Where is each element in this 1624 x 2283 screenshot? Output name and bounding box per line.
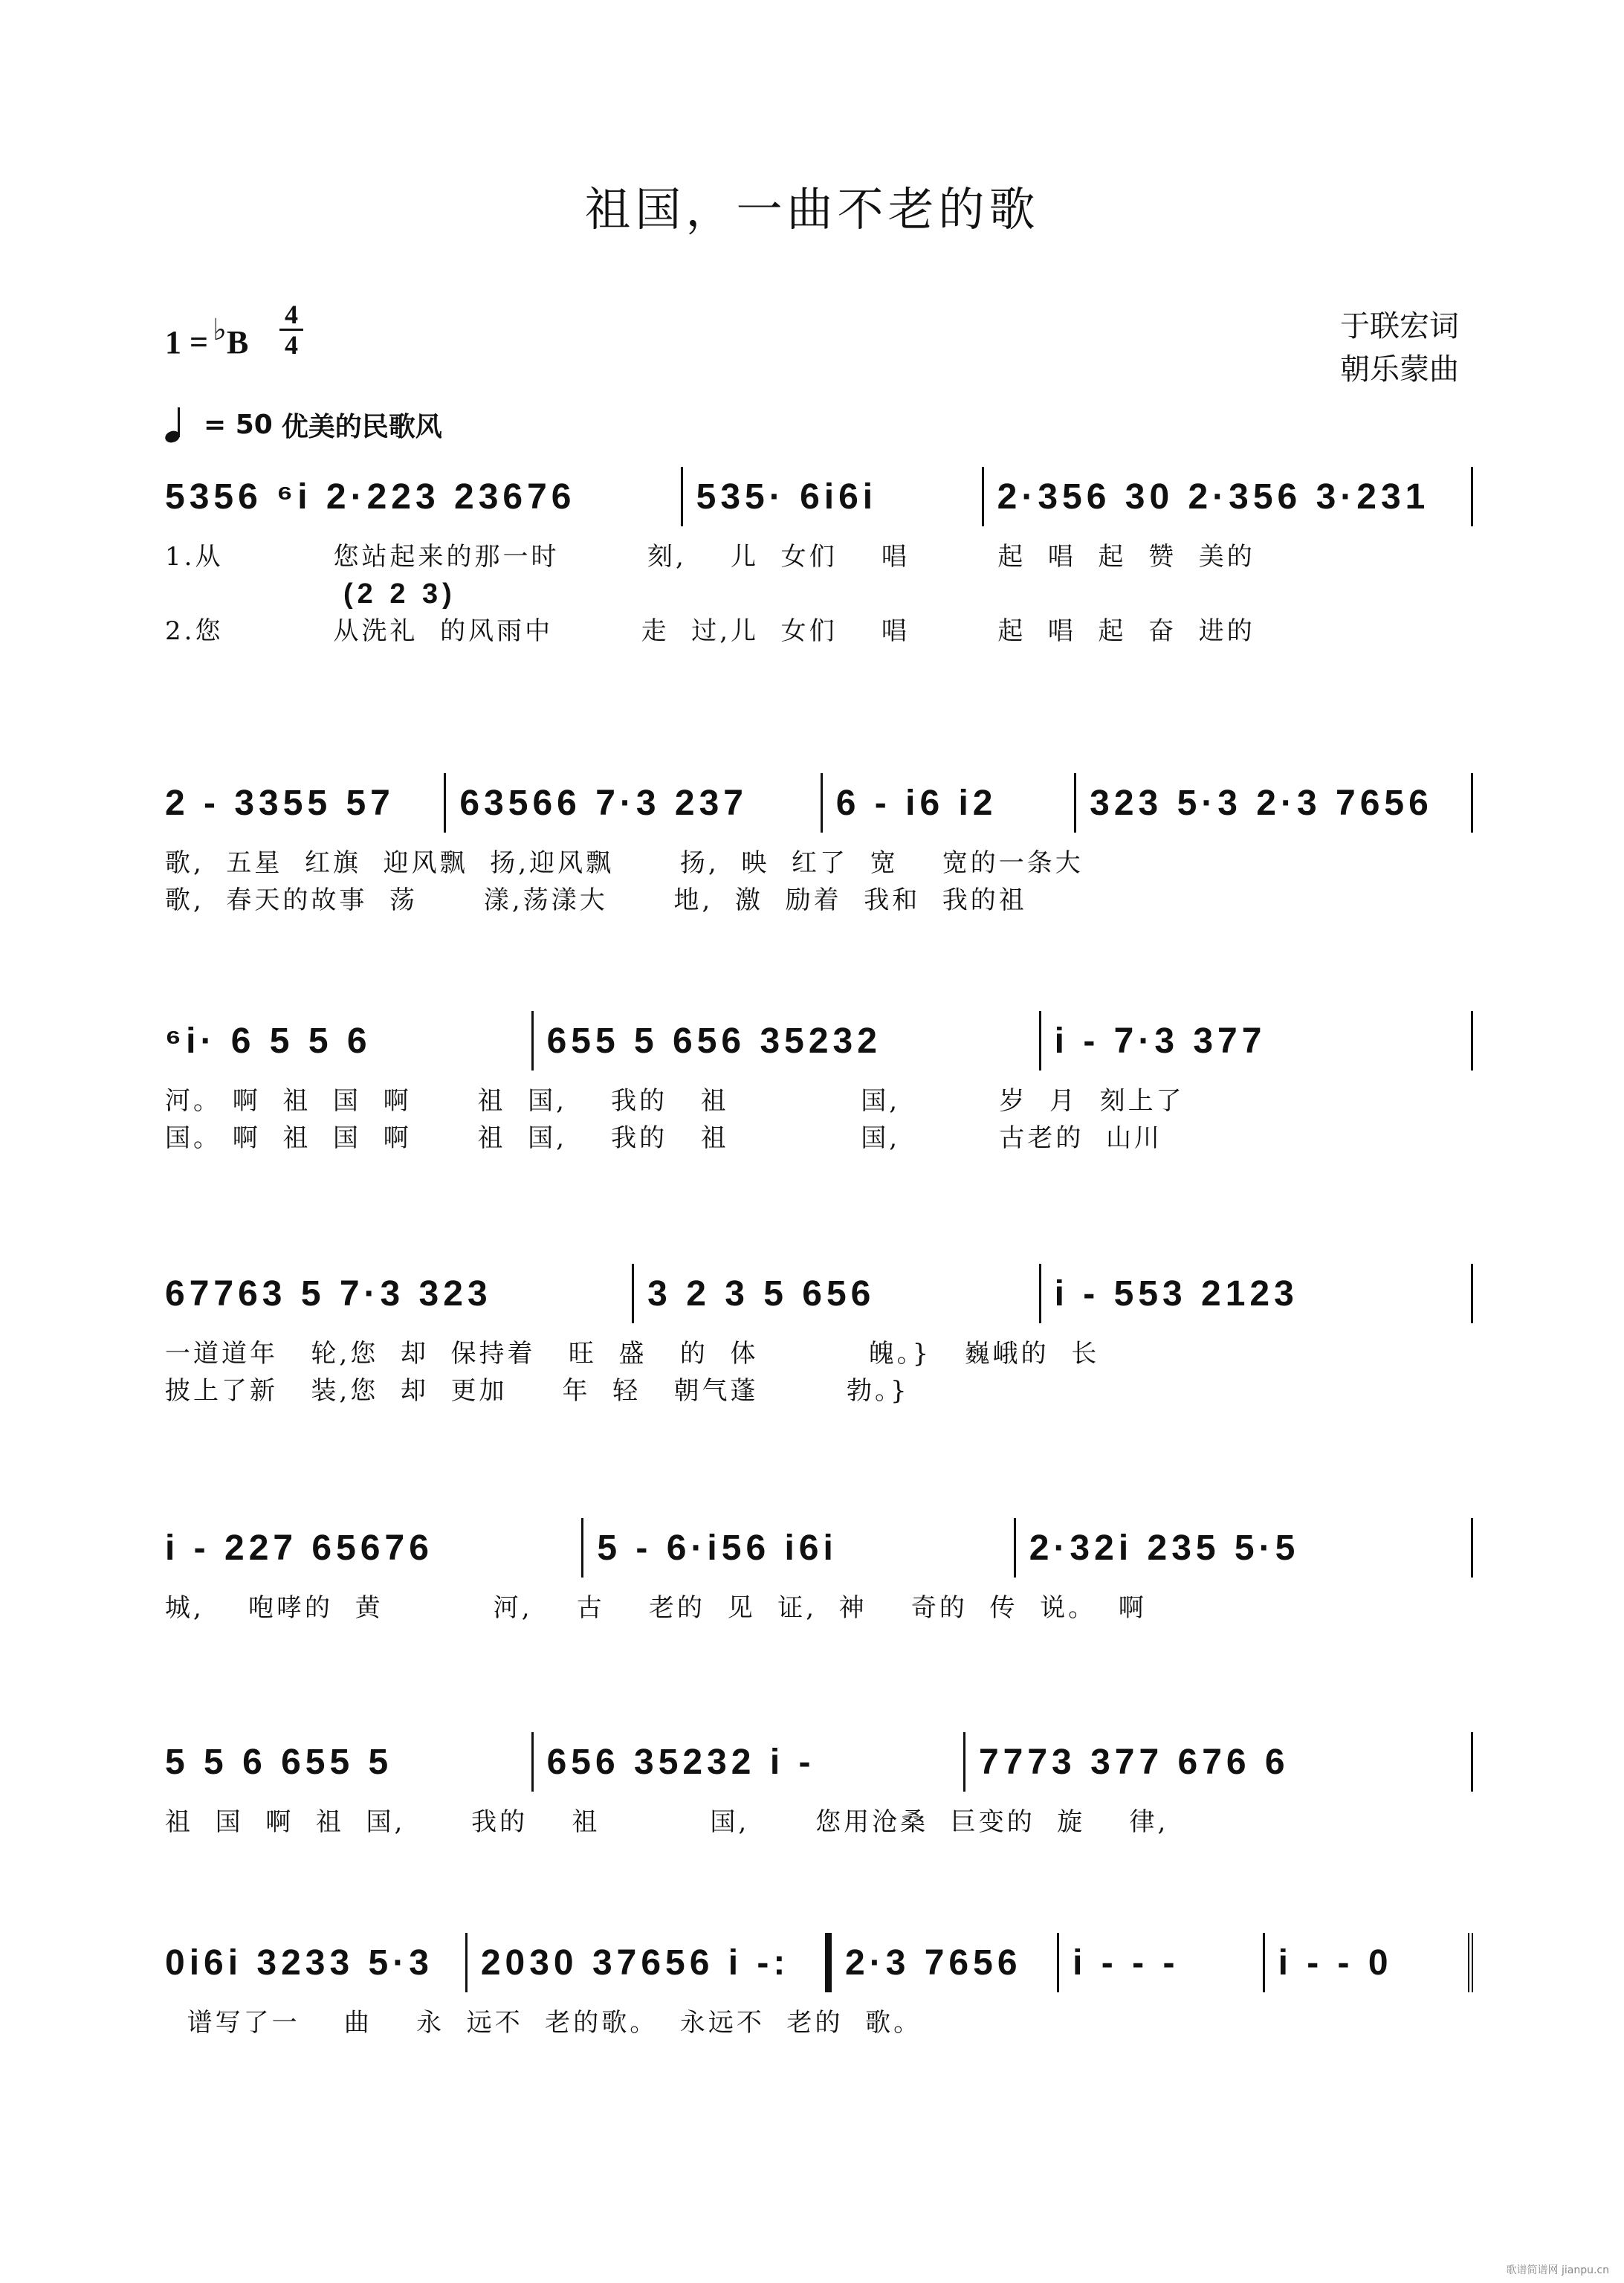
measure: 5 5 6 655 5 bbox=[165, 1732, 534, 1792]
key-note: B bbox=[226, 324, 249, 361]
notes-row bbox=[165, 467, 1473, 526]
lyric-line-1: 河。 啊 祖 国 啊 祖 国, 我的 祖 国, 岁 月 刻上了 bbox=[165, 1086, 1185, 1116]
notes-row bbox=[165, 773, 1473, 833]
time-signature bbox=[278, 300, 305, 359]
notes-row bbox=[165, 1011, 1473, 1071]
music-system-4 bbox=[165, 1264, 1473, 1409]
flat-icon: ♭ bbox=[213, 313, 227, 346]
measure: i - - - bbox=[1059, 1933, 1264, 1992]
key-prefix: 1 = bbox=[165, 324, 209, 361]
measure: 63566 7·3 237 bbox=[446, 773, 822, 833]
lyric-line-1: 祖 国 啊 祖 国, 我的 祖 国, 您用沧桑 巨变的 旋 律, bbox=[165, 1807, 1169, 1837]
lyric-line-2: 歌, 春天的故事 荡 漾,荡漾大 地, 激 励着 我和 我的祖 bbox=[165, 885, 1027, 915]
measure: 6 - i6 i2 bbox=[823, 773, 1076, 833]
lyric-line-2: 国。 啊 祖 国 啊 祖 国, 我的 祖 国, 古老的 山川 bbox=[165, 1123, 1162, 1153]
lyric-line-2: 披上了新 装,您 却 更加 年 轻 朝气蓬 勃。} bbox=[165, 1376, 910, 1406]
key-signature bbox=[165, 312, 248, 361]
watermark: 歌谱简谱网 jianpu.cn bbox=[1506, 2264, 1609, 2276]
measure: 3 2 3 5 656 bbox=[634, 1264, 1041, 1323]
tempo-marking bbox=[165, 406, 442, 444]
alt-notes: (2 2 3) bbox=[343, 578, 456, 610]
measure: 2·32i 235 5·5 bbox=[1016, 1518, 1473, 1578]
tempo-style: 优美的民歌风 bbox=[281, 412, 442, 442]
time-signature-bottom: 4 bbox=[285, 330, 298, 360]
measure: i - 7·3 377 bbox=[1041, 1011, 1473, 1071]
measure: 7773 377 676 6 bbox=[965, 1732, 1473, 1792]
measure: 2·3 7656 bbox=[832, 1933, 1059, 1992]
measure: 5 - 6·i56 i6i bbox=[583, 1518, 1015, 1578]
music-system-1 bbox=[165, 467, 1473, 650]
music-system-5 bbox=[165, 1518, 1473, 1627]
notes-row bbox=[165, 1732, 1473, 1792]
measure: 655 5 656 35232 bbox=[534, 1011, 1041, 1071]
measure-final: i - - 0 bbox=[1265, 1933, 1473, 1992]
time-signature-top: 4 bbox=[285, 300, 298, 329]
music-system-2 bbox=[165, 773, 1473, 919]
measure-repeat-end: 2030 37656 i -: bbox=[468, 1933, 832, 1992]
measure: ⁶i· 6 5 5 6 bbox=[165, 1011, 534, 1071]
measure: 323 5·3 2·3 7656 bbox=[1076, 773, 1473, 833]
measure: 535· 6i6i bbox=[683, 467, 984, 526]
notes-row bbox=[165, 1264, 1473, 1323]
measure: 67763 5 7·3 323 bbox=[165, 1264, 634, 1323]
page-title: 祖国，一曲不老的歌 bbox=[584, 182, 1040, 236]
composer: 朝乐蒙曲 bbox=[1340, 352, 1459, 387]
lyric-line-1: 1.从 您站起来的那一时 刻, 儿 女们 唱 起 唱 起 赞 美的 bbox=[165, 542, 1255, 572]
lyric-line-1: 歌, 五星 红旗 迎风飘 扬,迎风飘 扬, 映 红了 宽 宽的一条大 bbox=[165, 848, 1084, 878]
music-system-3 bbox=[165, 1011, 1473, 1157]
credits bbox=[1340, 305, 1459, 391]
lyric-line-2: 2.您 从洗礼 的风雨中 走 过,儿 女们 唱 起 唱 起 奋 进的 bbox=[165, 616, 1255, 646]
measure: i - 227 65676 bbox=[165, 1518, 583, 1578]
measure: 2·356 30 2·356 3·231 bbox=[984, 467, 1473, 526]
lyric-line-1: 城, 咆哮的 黄 河, 古 老的 见 证, 神 奇的 传 说。 啊 bbox=[165, 1593, 1147, 1623]
measure: 656 35232 i - bbox=[534, 1732, 965, 1792]
lyric-line-1: 一道道年 轮,您 却 保持着 旺 盛 的 体 魄。} 巍峨的 长 bbox=[165, 1339, 1100, 1369]
lyricist: 于联宏词 bbox=[1340, 309, 1459, 343]
notes-row bbox=[165, 1933, 1473, 1992]
music-system-6 bbox=[165, 1732, 1473, 1841]
tempo-value: = 50 bbox=[204, 410, 273, 440]
measure: 5356 ⁶i 2·223 23676 bbox=[165, 467, 683, 526]
measure: i - 553 2123 bbox=[1041, 1264, 1473, 1323]
quarter-note-icon bbox=[165, 408, 195, 442]
lyric-line-1: 谱写了一 曲 永 远不 老的歌。 永远不 老的 歌。 bbox=[165, 2008, 922, 2038]
music-system-7 bbox=[165, 1933, 1473, 2041]
notes-row bbox=[165, 1518, 1473, 1578]
measure: 2 - 3355 57 bbox=[165, 773, 446, 833]
measure: 0i6i 3233 5·3 bbox=[165, 1933, 468, 1992]
